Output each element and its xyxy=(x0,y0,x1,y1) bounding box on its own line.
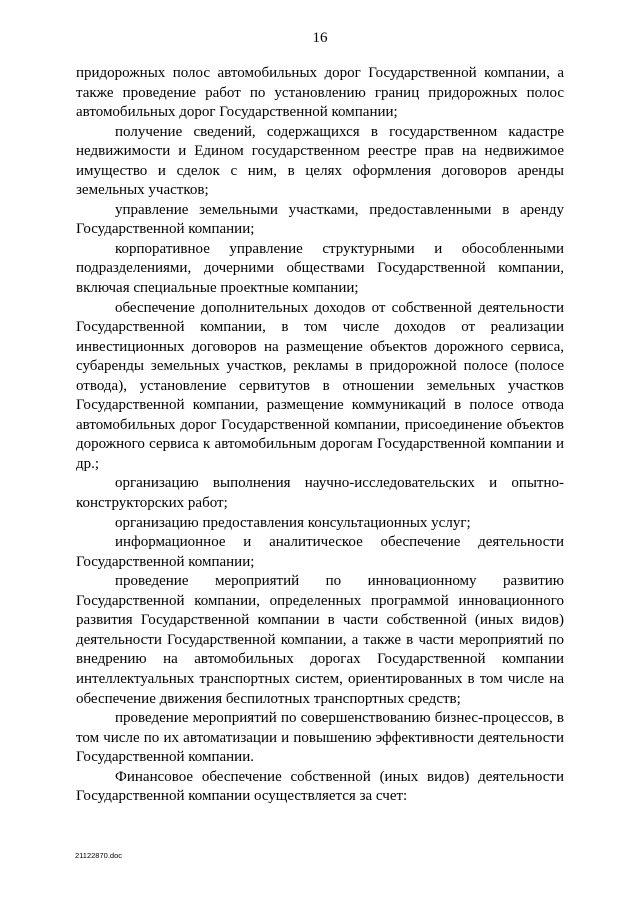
paragraph: корпоративное управление структурными и обособленными подразделениями, дочерними обществами Государственной компании, включая специальные проектные компании; xyxy=(76,240,564,297)
document-body xyxy=(76,64,564,807)
paragraph: Финансовое обеспечение собственной (иных видов) деятельности Государственной компании осуществляется за счет: xyxy=(76,768,564,805)
page-number: 16 xyxy=(312,30,328,46)
paragraph: организацию предоставления консультационных услуг; xyxy=(115,514,471,531)
footer-filename: 21122870.doc xyxy=(75,851,122,860)
paragraph: управление земельными участками, предоставленными в аренду Государственной компании; xyxy=(76,201,564,238)
paragraph-continuation: придорожных полос автомобильных дорог Государственной компании, а также проведение работ по установлению границ придорожных полос автомобильных дорог Государственной компании; xyxy=(76,65,564,121)
paragraph: проведение мероприятий по инновационному развитию Государственной компании, определенных программой инновационного развития Государственной компании в части собственной (иных видов) деятельности Государственной компании, а также в части мероприятий по внедрению на автомобильных дорогах Государственной компании интеллектуальных транспортных систем, ориентированных в том числе на обеспечение движения беспилотных транспортных средств; xyxy=(76,573,564,707)
paragraph: проведение мероприятий по совершенствованию бизнес-процессов, в том числе по их автоматизации и повышению эффективности деятельности Государственной компании. xyxy=(76,710,564,766)
paragraph: информационное и аналитическое обеспечение деятельности Государственной компании; xyxy=(76,534,564,570)
paragraph: получение сведений, содержащихся в государственном кадастре недвижимости и Едином государственном реестре прав на недвижимое имущество и сделок с ним, в целях оформления договоров аренды земельных участков; xyxy=(76,123,564,199)
paragraph: организацию выполнения научно-исследовательских и опытно-конструкторских работ; xyxy=(76,475,564,512)
paragraph: обеспечение дополнительных доходов от собственной деятельности Государственной компании, в том числе доходов от реализации инвестиционных договоров на размещение объектов дорожного сервиса, субаренды земельных участков, рекламы в придорожной полосе (полосе отвода), установление сервитутов в отношении земельных участков Государственной компании, размещение коммуникаций в полосе отвода автомобильных дорог Государственной компании, присоединение объектов дорожного сервиса к автомобильным дорогам Государственной компании и др.; xyxy=(76,299,564,472)
